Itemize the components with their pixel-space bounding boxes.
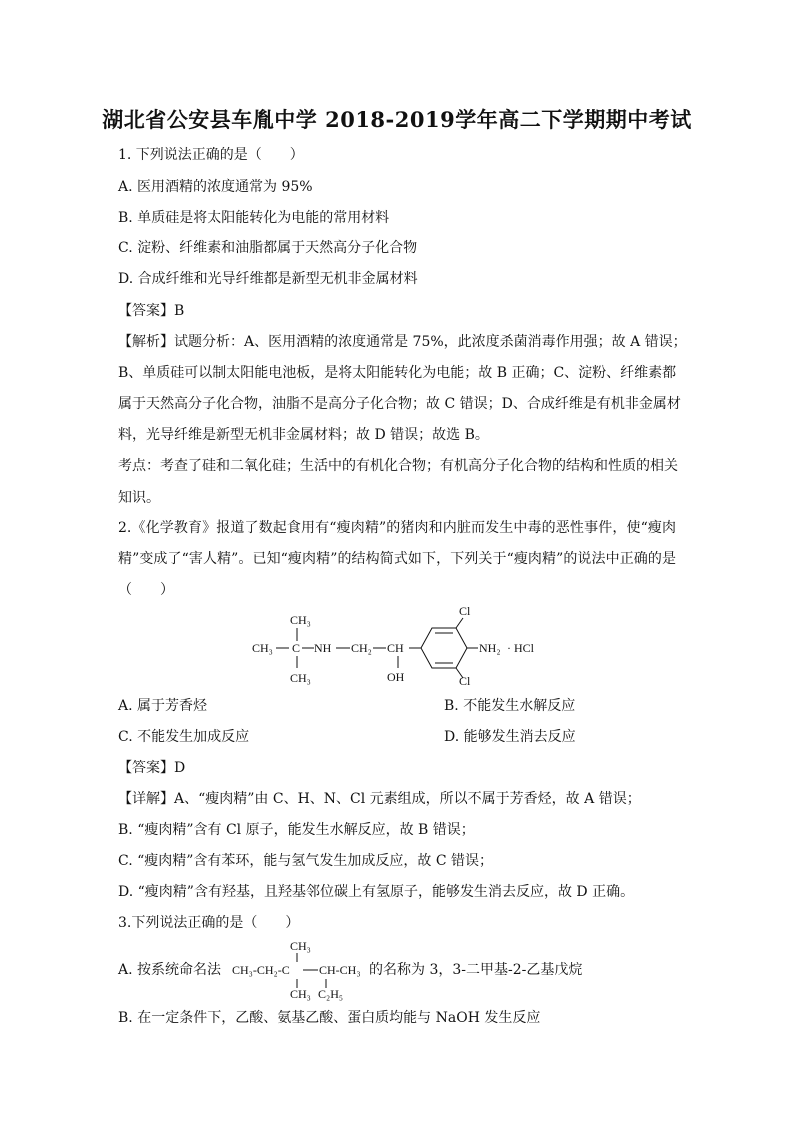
formula-ch3-bottom: CH₃ (290, 987, 311, 1001)
q3-option-a-prefix: A. 按系统命名法 (118, 962, 222, 978)
q3-option-a-suffix: 的名称为 3，3-二甲基-2-乙基戊烷 (369, 962, 583, 978)
q1-option-d: D. 合成纤维和光导纤维都是新型无机非金属材料 (118, 271, 418, 287)
q1-option-c: C. 淀粉、纤维素和油脂都属于天然高分子化合物 (118, 240, 418, 256)
formula-ch-ch3: CH-CH₃ (319, 963, 361, 977)
nh-label: NH (314, 641, 332, 655)
q1-analysis-line: 属于天然高分子化合物，油脂不是高分子化合物；故 C 错误；D、合成纤维是有机非金属材 (118, 396, 681, 412)
oh-label: OH (387, 670, 405, 684)
nh2-label: NH₂ (479, 641, 501, 655)
formula-ch3-top: CH₃ (290, 939, 311, 953)
q1-stem: 1. 下列说法正确的是（ ） (118, 147, 304, 163)
ch2-label: CH₂ (351, 641, 372, 655)
q2-answer: 【答案】D (118, 760, 186, 776)
page-title: 湖北省公安县车胤中学 2018-2019学年高二下学期期中考试 (102, 107, 692, 132)
cl-top-label: Cl (459, 604, 471, 618)
ch-label: CH (387, 641, 404, 655)
q2-stem-line: （ ） (118, 582, 174, 598)
q1-option-a: A. 医用酒精的浓度通常为 95% (118, 179, 313, 195)
q2-option-a: A. 属于芳香烃 (118, 698, 208, 714)
quaternary-c-label: C (292, 641, 301, 655)
q3-option-b: B. 在一定条件下，乙酸、氨基乙酸、蛋白质均能与 NaOH 发生反应 (118, 1010, 541, 1026)
q1-kaodian-line: 考点：考查了硅和二氧化硅；生活中的有机化合物；有机高分子化合物的结构和性质的相关 (118, 458, 678, 474)
q2-option-d: D. 能够发生消去反应 (444, 729, 576, 745)
q2-option-b: B. 不能发生水解反应 (444, 698, 576, 714)
hcl-label: · HCl (507, 641, 534, 655)
q2-stem-line: 2.《化学教育》报道了数起食用有“瘦肉精”的猪肉和内脏而发生中毒的恶性事件，使“瘦肉 (118, 520, 676, 536)
q2-detail-line: D. “瘦肉精”含有羟基，且羟基邻位碳上有氢原子，能够发生消去反应，故 D 正确。 (118, 884, 635, 900)
ch3-left-label: CH₃ (252, 641, 273, 655)
ch3-top-label: CH₃ (290, 613, 311, 627)
q1-option-b: B. 单质硅是将太阳能转化为电能的常用材料 (118, 210, 390, 226)
q1-analysis-line: B、单质硅可以制太阳能电池板，是将太阳能转化为电能；故 B 正确；C、淀粉、纤维素都 (118, 365, 677, 381)
q2-detail-line: B. “瘦肉精”含有 Cl 原子，能发生水解反应，故 B 错误； (118, 822, 475, 838)
q2-option-c: C. 不能发生加成反应 (118, 729, 250, 745)
formula-main-chain: CH₃-CH₂-C (232, 963, 290, 977)
q2-detail-line: 【详解】A、“瘦肉精”由 C、H、N、Cl 元素组成，所以不属于芳香烃，故 A 错误； (118, 791, 641, 807)
formula-c2h5: C₂H₅ (318, 987, 344, 1001)
ch3-bottom-label: CH₃ (290, 671, 311, 685)
q1-kaodian-line: 知识。 (118, 490, 160, 506)
cl-bottom-label: Cl (459, 674, 471, 688)
q1-answer: 【答案】B (118, 303, 185, 319)
q3-stem: 3.下列说法正确的是（ ） (118, 915, 300, 931)
q1-analysis-line: 料，光导纤维是新型无机非金属材料；故 D 错误；故选 B。 (118, 427, 489, 443)
q1-analysis-line: 【解析】试题分析：A、医用酒精的浓度通常是 75%，此浓度杀菌消毒作用强；故 A 错误； (118, 334, 687, 350)
q2-stem-line: 精”变成了“害人精”。已知“瘦肉精”的结构简式如下，下列关于“瘦肉精”的说法中正确的是 (118, 551, 676, 567)
q2-detail-line: C. “瘦肉精”含有苯环，能与氢气发生加成反应，故 C 错误； (118, 853, 494, 869)
